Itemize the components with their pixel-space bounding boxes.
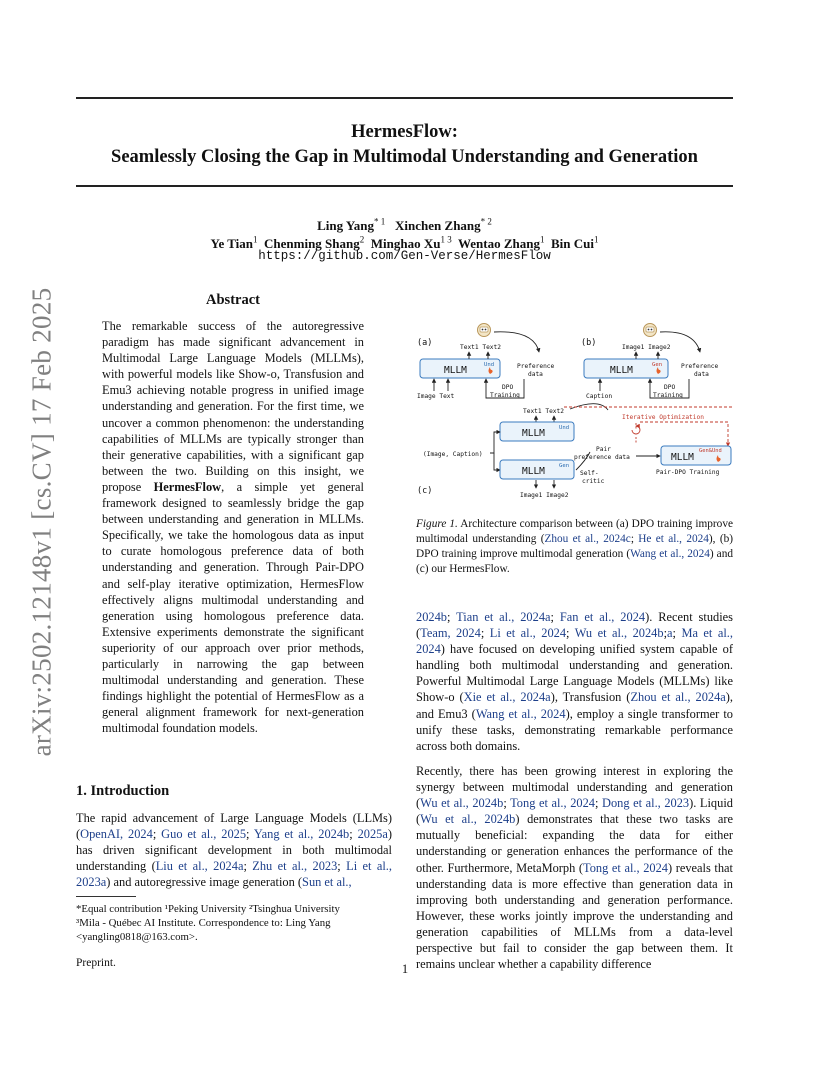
c-critic: critic [582,478,605,485]
title-line-1: HermesFlow: [351,122,458,142]
citation-link[interactable]: Zhou et al., 2024c [544,533,631,545]
a-training: Training [490,392,520,399]
citation-link[interactable]: Yang et al., 2024b [253,827,350,842]
text-run: Architecture comparison between (a) DPO training improve multimodal understanding ( [416,518,733,545]
label-a: (a) [417,338,433,348]
label-c: (c) [417,486,433,496]
c-gen-tag: Gen [559,463,570,469]
text-run: ) demonstrates that these two tasks are mutually beneficial: expanding the data for either understanding or generation enhances the performance of the other. Furthermore, MetaMorph ( [416,812,734,875]
text-run: ; [672,626,682,641]
b-preference: Preference [681,363,719,370]
author: Xinchen Zhang$^{* 2}$ [395,217,492,234]
text-run: ; [152,827,162,842]
architecture-figure [414,318,736,504]
text-run: ), and Emu3 ( [416,690,734,721]
c-iterative: Iterative Optimization [622,414,704,421]
citation-link[interactable]: He et al., 2024 [638,533,709,545]
a-data: data [528,371,543,378]
top-rule [76,97,733,99]
method-name: HermesFlow [153,479,222,494]
text-run: ) have focused on developing unified system capable of handling both multimodal understanding and generation. Powerful Multimodal Large Language Models (MLLMs) like Show-o ( [416,642,733,705]
c-gen-und-tag: Gen&Und [699,448,722,454]
text-run: ) reveals that understanding data is more effective than generation data in improving both understanding and generation performance. However, these works jointly improve the understanding and generation capabilities of MLLMs from a data-level perspective but fail to consider the gap between them. It remains unclear whether a capability difference [416,860,733,972]
citation-link[interactable]: Wu et al., 2024b [420,796,504,811]
text-run: Recently, there has been growing interest in exploring the synergy between multimodal understanding and generation ( [416,764,733,811]
text-run: ; [349,827,358,842]
citation-link[interactable]: Liu et al., 2024a [155,859,244,874]
footnote-rule [76,896,136,897]
citation-link[interactable]: Team, 2024 [420,626,481,641]
citation-link[interactable]: Li et al., 2024 [489,626,567,641]
b-image1-image2: Image1 Image2 [622,344,671,351]
b-dpo: DPO [664,384,676,391]
robot-icon [644,324,657,337]
text-run: ), (b) DPO training improve multimodal generation ( [416,533,733,560]
text-run: ) has driven significant development in both multimodal understanding ( [76,827,393,874]
page-number: 1 [401,962,409,976]
citation-link[interactable]: Wang et al., 2024 [475,706,566,721]
text-run: ; [630,533,639,545]
c-preference-data: preference data [574,454,630,461]
author: Bin Cui$^1$ [550,235,599,252]
c-pair-dpo: Pair-DPO Training [656,469,720,476]
citation-link[interactable]: Fan et al., 2024 [559,610,646,624]
citation-link[interactable]: Wang et al., 2024 [630,548,710,560]
c-self: Self- [580,470,599,477]
text-run: ; [550,610,560,624]
citation-link[interactable]: 2024b [416,610,447,624]
text-run: ; [594,796,602,811]
c-image1-image2: Image1 Image2 [520,492,569,499]
text-run: ; [503,796,511,811]
abstract-body: The remarkable success of the autoregressive paradigm has made significant advancement in Multimodal Large Language Models (MLLMs), with powerful models like Show-o, Transfusion and Emu3 achieving notable progress in unified image understanding and generation. For the first time, we uncover a common phenomenon: the understanding capabilities of MLLMs are typically stronger than their generative capabilities, with a significant gap between the two. Building on this insight, we propose HermesFlow, a simple yet general framework designed to seamlessly bridge the gap between understanding and generation in MLLMs. Specifically, we take the homologous data as input to curate homologous preference data of both understanding and generation. Through Pair-DPO and self-play iterative optimization, HermesFlow effectively aligns multimodal understanding and generation using homologous preference data. Extensive experiments demonstrate the significant superiority of our approach over prior methods, particularly in narrowing the gap between multimodal understanding and generation. These findings highlight the potential of HermesFlow as a general alignment framework for next-generation multimodal foundation models. [102,319,365,736]
text-run: ; [337,859,347,874]
citation-link[interactable]: Tong et al., 2024 [583,860,668,875]
text-run: ), employ a single transformer to unify these tasks, demonstrating remarkable performance across both domains. [416,706,733,753]
citation-link[interactable]: Tong et al., 2024 [510,796,595,811]
citation-link[interactable]: Tian et al., 2024a [456,610,551,624]
abstract-heading: Abstract [206,292,260,308]
author: Minghao $Xu^{1 3}$ [370,235,452,252]
a-und-tag: Und [484,362,495,368]
c-mllm-und-label: MLLM [522,428,545,439]
b-caption: Caption [586,393,613,400]
a-mllm-label: MLLM [444,365,467,376]
a-dpo: DPO [502,384,514,391]
citation-link[interactable]: Sun et al., [302,875,352,890]
a-image-text: Image Text [417,393,455,400]
preprint-label: Preprint. [76,957,116,969]
intro-heading: 1. Introduction [76,783,170,799]
b-training: Training [653,392,683,399]
a-text1-text2: Text1 Text2 [460,344,501,351]
citation-link[interactable]: OpenAI, 2024 [80,827,153,842]
b-data: data [694,371,709,378]
text-run: ). Liquid ( [416,796,733,827]
text-run: ; [246,827,254,842]
c-text1-text2: Text1 Text2 [523,408,564,415]
c-mllm-gen-und-label: MLLM [671,452,694,463]
c-und-tag: Und [559,425,570,431]
title-line-2: Seamlessly Closing the Gap in Multimodal Understanding and Generation [111,147,698,167]
citation-link[interactable]: Xie et al., 2024a [463,690,551,705]
robot-icon [478,324,491,337]
title-bottom-rule [76,185,733,187]
citation-link[interactable]: Ma et al., 2024 [416,626,733,657]
author: Ye Tian$^1$ [210,235,258,252]
github-link[interactable]: https://github.com/Gen-Verse/HermesFlow [258,249,551,263]
text-run: ; [243,859,253,874]
citation-link[interactable]: Guo et al., 2025 [161,827,247,842]
a-preference: Preference [517,363,555,370]
figure-caption: Figure 1. Architecture comparison between (a) DPO training improve multimodal understanding (Zhou et al., 2024c; He et al., 2024), (b) DPO training improve multimodal generation (Wang et al., 2024) and (c) our HermesFlow. [416,518,733,575]
label-b: (b) [581,338,597,348]
author: Chenming Shang$^2$ [264,235,365,252]
right-paragraph-2 [416,763,733,972]
citation-link[interactable]: a [667,626,673,641]
citation-link[interactable]: Li et al., 2023a [76,859,392,890]
text-run: ). Recent studies ( [416,610,733,641]
citation-link[interactable]: 2025a [357,827,388,842]
b-mllm-label: MLLM [610,365,633,376]
citation-link[interactable]: Dong et al., 2023 [602,796,690,811]
paper-title [76,120,733,170]
text-run: ) and (c) our HermesFlow. [416,548,733,575]
c-image-caption: (Image, Caption) [423,451,483,458]
c-mllm-gen-label: MLLM [522,466,545,477]
citation-link[interactable]: Wu et al., 2024b [420,812,516,827]
author: Wentao Zhang$^1$ [457,235,545,252]
citation-link[interactable]: Zhou et al., 2024a [630,690,726,705]
right-paragraph-1 [416,609,733,754]
intro-paragraph-1 [76,810,392,890]
text-run: ) and autoregressive image generation ( [106,875,303,890]
citation-link[interactable]: Wu et al., 2024b [574,626,664,641]
text-run: ; [566,626,575,641]
author: Ling Yang$^{* 1}$ [317,217,386,234]
text-run: ), Transfusion ( [550,690,631,705]
text-run: The rapid advancement of Large Language Models (LLMs) ( [76,811,392,842]
c-pair: Pair [596,446,611,453]
b-gen-tag: Gen [652,362,663,368]
citation-link[interactable]: Zhu et al., 2023 [252,859,338,874]
iterative-loop [640,422,728,446]
text-run: ; [446,610,457,624]
text-run: ; [480,626,490,641]
footnote: *Equal contribution ¹Peking University ²Tsinghua University ³Mila - Québec AI Institute. Correspondence to: Ling Yang <yangling0818@163.com>. [76,903,340,943]
arxiv-stamp: arXiv:2502.12148v1 [cs.CV] 17 Feb 2025 [26,287,57,757]
text-run: ; [663,626,668,641]
